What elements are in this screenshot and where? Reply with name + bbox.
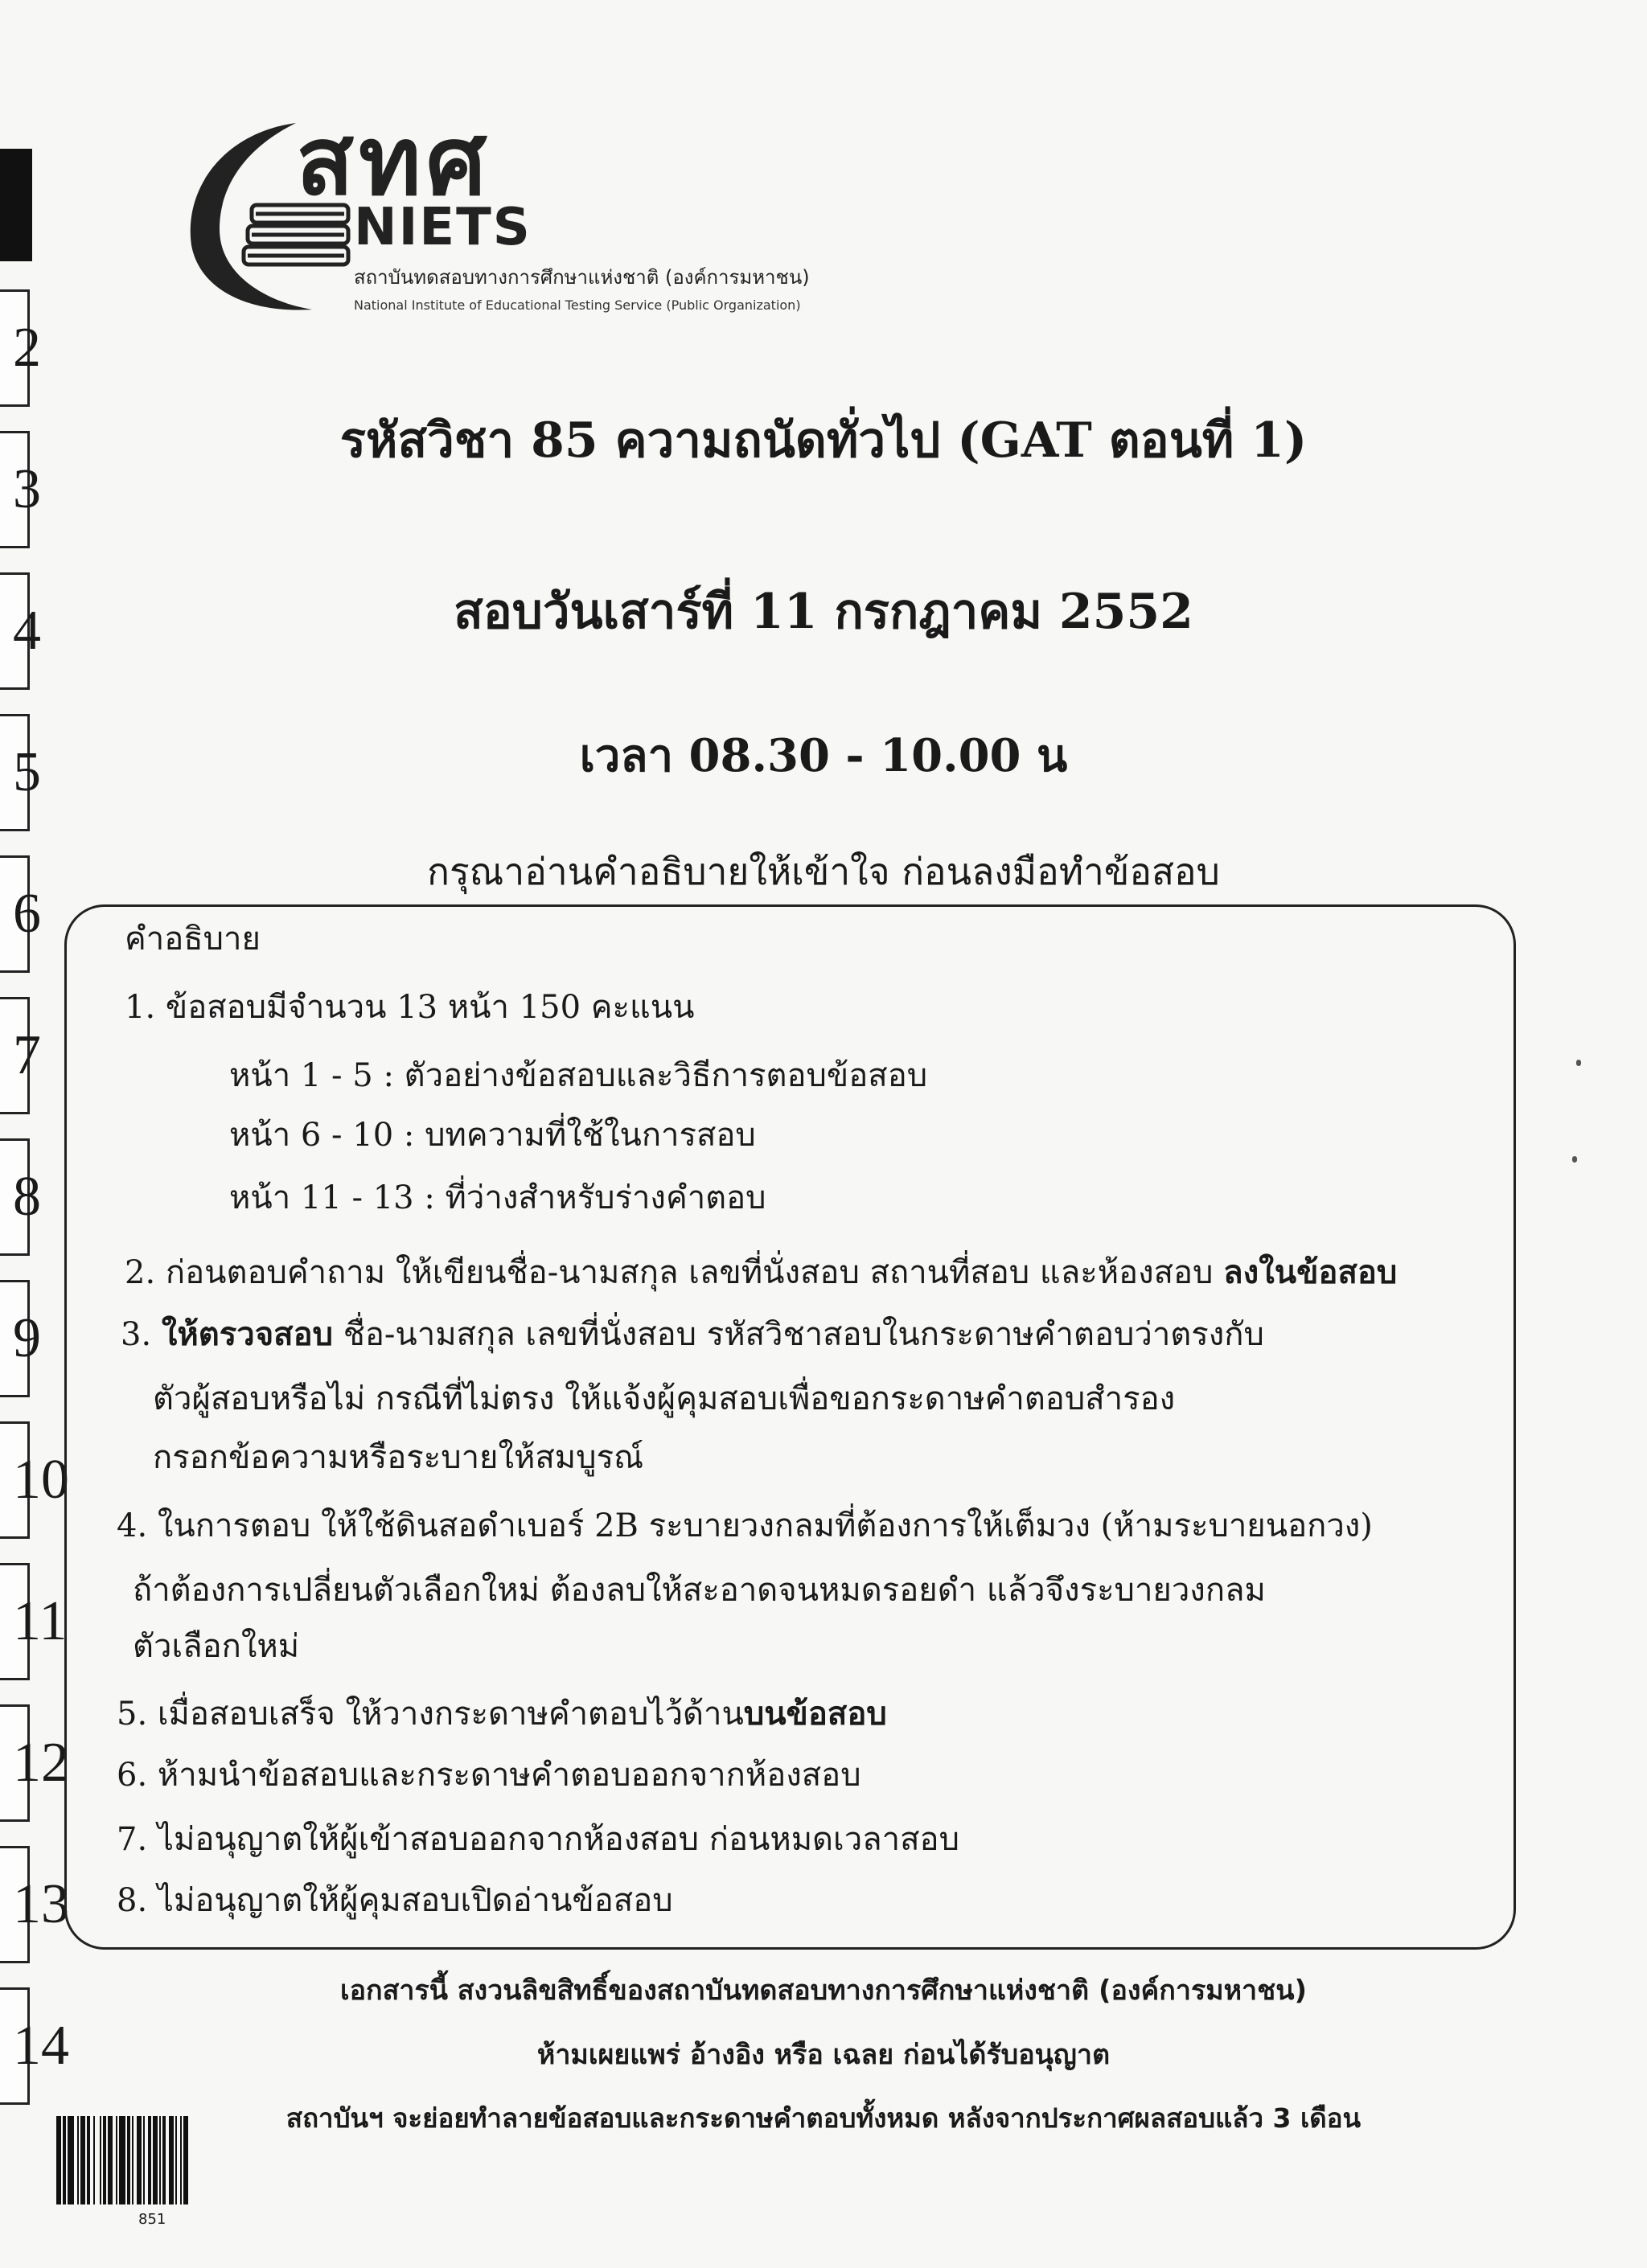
instructions-heading: คำอธิบาย (125, 921, 261, 958)
edge-page-tab (0, 997, 41, 1114)
disclosure-notice: ห้ามเผยแพร่ อ้างอิง หรือ เฉลย ก่อนได้รับอนุญาต (536, 2039, 1111, 2071)
edge-page-tab-label: 14 (13, 2015, 69, 2077)
logo-english-fullname: National Institute of Educational Testing Service (Public Organization) (354, 297, 801, 313)
rule-3-line-3: กรอกข้อความหรือระบายให้สมบูรณ์ (153, 1439, 644, 1476)
edge-page-tab (0, 1846, 69, 1963)
edge-page-tab (0, 289, 41, 407)
rule-5-bold: บนข้อสอบ (743, 1696, 887, 1733)
edge-page-tab-label: 7 (13, 1024, 41, 1086)
edge-tab-current (0, 149, 32, 261)
rule-3-number: 3. (121, 1316, 162, 1353)
rule-5-text: 5. เมื่อสอบเสร็จ ให้วางกระดาษคำตอบไว้ด้าน (117, 1696, 744, 1733)
rule-1-pages-a: หน้า 1 - 5 : ตัวอย่างข้อสอบและวิธีการตอบข้อสอบ (229, 1057, 928, 1094)
exam-date: สอบวันเสาร์ที่ 11 กรกฎาคม 2552 (454, 584, 1193, 640)
edge-page-tab (0, 1704, 69, 1822)
edge-page-tab-label: 6 (13, 883, 41, 945)
edge-page-tab-label: 12 (13, 1732, 69, 1794)
barcode-number: 851 (138, 2211, 166, 2228)
destruction-notice: สถาบันฯ จะย่อยทำลายข้อสอบและกระดาษคำตอบทั้งหมด หลังจากประกาศผลสอบแล้ว 3 เดือน (285, 2102, 1362, 2134)
rule-3-bold: ให้ตรวจสอบ (161, 1316, 333, 1353)
logo-thai-abbr: สทศ (296, 105, 491, 216)
scan-speck (1572, 1156, 1577, 1163)
barcode-bar (119, 2116, 125, 2204)
rule-1-pages-b: หน้า 6 - 10 : บทความที่ใช้ในการสอบ (229, 1117, 756, 1154)
logo-thai-fullname: สถาบันทดสอบทางการศึกษาแห่งชาติ (องค์การมหาชน) (354, 266, 810, 289)
edge-page-tab-label: 3 (13, 458, 41, 520)
edge-page-tab-label: 13 (13, 1873, 69, 1935)
rule-2-bold: ลงในข้อสอบ (1223, 1254, 1398, 1291)
edge-page-tab (0, 1138, 41, 1256)
rule-1: 1. ข้อสอบมีจำนวน 13 หน้า 150 คะแนน (125, 989, 695, 1026)
rule-7: 7. ไม่อนุญาตให้ผู้เข้าสอบออกจากห้องสอบ ก่อนหมดเวลาสอบ (117, 1821, 959, 1858)
rule-3-text: ชื่อ-นามสกุล เลขที่นั่งสอบ รหัสวิชาสอบในกระดาษคำตอบว่าตรงกับ (332, 1316, 1264, 1353)
edge-page-tab (0, 1280, 41, 1397)
niets-logo (175, 105, 915, 334)
rule-6: 6. ห้ามนำข้อสอบและกระดาษคำตอบออกจากห้องสอบ (117, 1757, 861, 1794)
edge-page-tab-label: 8 (13, 1166, 41, 1228)
barcode-bar (188, 2116, 191, 2204)
read-instruction: กรุณาอ่านคำอธิบายให้เข้าใจ ก่อนลงมือทำข้อสอบ (427, 850, 1220, 893)
edge-page-tab (0, 1421, 69, 1539)
edge-page-tab-label: 4 (13, 600, 41, 662)
edge-page-tab (0, 1563, 68, 1680)
rule-5 (117, 1692, 887, 1737)
copyright-notice: เอกสารนี้ สงวนลิขสิทธิ์ของสถาบันทดสอบทางการศึกษาแห่งชาติ (องค์การมหาชน) (339, 1975, 1307, 2007)
edge-page-tab-label: 2 (13, 317, 41, 379)
barcode-bar (68, 2116, 74, 2204)
scan-speck (1576, 1060, 1581, 1066)
subject-title: รหัสวิชา 85 ความถนัดทั่วไป (GAT ตอนที่ 1) (339, 412, 1308, 469)
rule-4-line-1: 4. ในการตอบ ให้ใช้ดินสอดำเบอร์ 2B ระบายวงกลมที่ต้องการให้เต็มวง (ห้ามระบายนอกวง) (117, 1507, 1373, 1544)
rule-2 (125, 1250, 1397, 1295)
rule-3 (121, 1312, 1264, 1357)
edge-page-tab-label: 9 (13, 1307, 41, 1369)
exam-time: เวลา 08.30 - 10.00 น (579, 729, 1068, 782)
rule-2-text: 2. ก่อนตอบคำถาม ให้เขียนชื่อ-นามสกุล เลขที่นั่งสอบ สถานที่สอบ และห้องสอบ (125, 1254, 1224, 1291)
rule-3-line-2: ตัวผู้สอบหรือไม่ กรณีที่ไม่ตรง ให้แจ้งผู้คุมสอบเพื่อขอกระดาษคำตอบสำรอง (153, 1380, 1176, 1417)
rule-8: 8. ไม่อนุญาตให้ผู้คุมสอบเปิดอ่านข้อสอบ (117, 1882, 673, 1919)
rule-4-line-3: ตัวเลือกใหม่ (133, 1628, 300, 1665)
rule-4-line-2: ถ้าต้องการเปลี่ยนตัวเลือกใหม่ ต้องลบให้สะอาดจนหมดรอยดำ แล้วจึงระบายวงกลม (133, 1572, 1266, 1609)
barcode (56, 2116, 249, 2204)
edge-page-tab-label: 10 (13, 1449, 69, 1511)
edge-page-tab-label: 5 (13, 741, 41, 803)
logo-english-abbr: NIETS (354, 198, 532, 257)
edge-page-tab-label: 11 (13, 1590, 68, 1652)
rule-1-pages-c: หน้า 11 - 13 : ที่ว่างสำหรับร่างคำตอบ (229, 1179, 766, 1216)
